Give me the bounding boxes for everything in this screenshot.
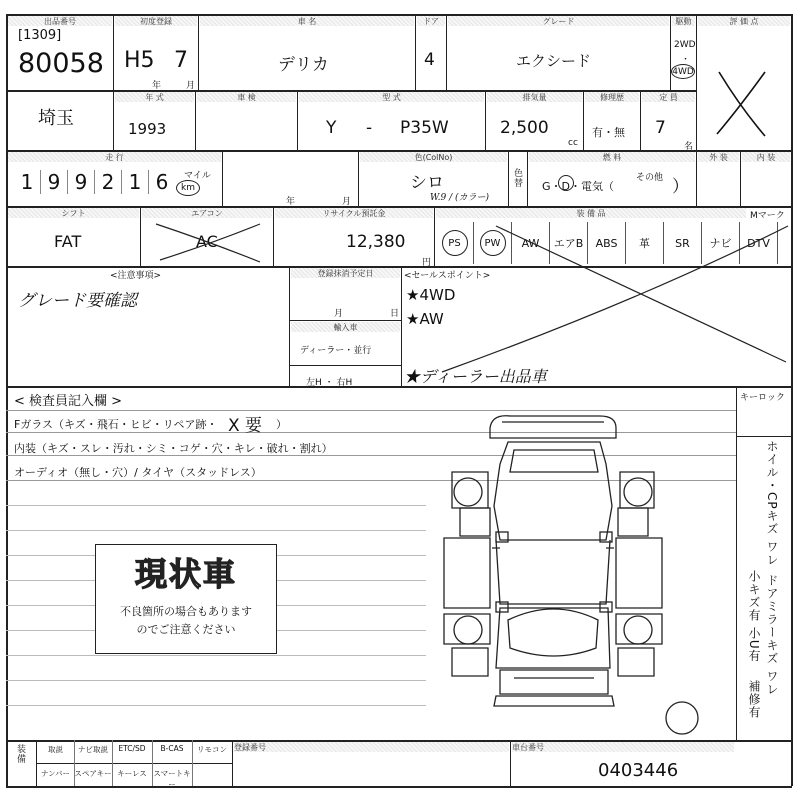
yen-unit: 円 — [422, 258, 432, 268]
drive-label: 駆動 — [672, 16, 695, 26]
mark-label: Mマーク — [750, 211, 785, 221]
sales-point-1: ★4WD — [406, 286, 456, 304]
equipment-item: エアB — [550, 222, 588, 264]
lot-bracket: [1309] — [18, 28, 62, 43]
model-code: P35W — [400, 118, 449, 138]
equipment-item: PW — [474, 222, 512, 264]
steering-side: 左H ・ 右H — [306, 378, 353, 388]
recycle-label: リサイクル預託金 — [275, 208, 433, 218]
grade-label: グレード — [448, 16, 669, 26]
equip-label: 装 備 品 — [436, 208, 746, 218]
car-number-label: 車台番号 — [512, 742, 734, 752]
dealer-parallel: ディーラー・並行 — [300, 346, 372, 356]
footer-reg-label: 登録番号 — [234, 742, 509, 752]
fuel-label: 燃 料 — [529, 152, 695, 162]
color-code: W.9 / (カラー) — [430, 193, 490, 203]
import-label: 輸入車 — [291, 322, 400, 332]
capacity-unit: 名 — [684, 142, 694, 152]
mileage-label: 走 行 — [8, 152, 221, 162]
model-year: 1993 — [128, 120, 167, 138]
score-x-mark — [715, 68, 769, 140]
inspect-label: 車 検 — [197, 92, 296, 102]
lot-number: 80058 — [18, 48, 104, 79]
ac-label: エアコン — [142, 208, 272, 218]
car-name-label: 車 名 — [200, 16, 414, 26]
capacity: 7 — [655, 118, 666, 138]
footer-equip-item: 取説 — [48, 745, 63, 754]
stamp-line-1: 不良箇所の場合もあります — [120, 605, 252, 618]
reg-day: 日 — [390, 309, 400, 319]
doors: 4 — [424, 50, 435, 70]
year-label: 年 式 — [115, 92, 194, 102]
mile-label: マイル — [184, 171, 211, 181]
car-name: デリカ — [278, 55, 329, 75]
model-dash: - — [366, 118, 373, 138]
glass-note: Fガラス（キズ・飛石・ヒビ・リペア跡・ — [14, 418, 218, 431]
repair-history: 有・無 — [592, 126, 625, 139]
footer-equip-item: ETC/SD — [118, 744, 146, 753]
mileage-digit: 9 — [41, 170, 68, 194]
color-label: 色(ColNo) — [360, 152, 507, 162]
color: シロ — [410, 173, 444, 193]
mileage-digit: 9 — [68, 170, 95, 194]
stamp-title: 現状車 — [134, 555, 237, 593]
equipment-item: 革 — [626, 222, 664, 264]
reg-month: 月 — [334, 309, 344, 319]
interior-label: 内 装 — [742, 152, 790, 162]
equipment-cross-line — [436, 222, 790, 386]
fuel-d-circle — [558, 175, 574, 191]
interior-note: 内装（キズ・スレ・汚れ・シミ・コゲ・穴・キレ・破れ・割れ） — [14, 442, 333, 455]
year-unit: 年 — [286, 197, 296, 207]
doors-label: ドア — [417, 16, 445, 26]
sales-point-2: ★AW — [406, 310, 444, 328]
mileage-digit: 6 — [155, 170, 169, 194]
caution-text: グレード要確認 — [18, 291, 137, 311]
equipment-item: SR — [664, 222, 702, 264]
note-minor-scratch: 小キズ有 小U有 — [747, 570, 761, 663]
repair-label: 修理歴 — [585, 92, 639, 102]
fuel-other: その他 — [636, 173, 664, 183]
stamp-line-2: のでご注意ください — [136, 623, 236, 636]
car-number: 0403446 — [598, 760, 679, 781]
model-prefix: Y — [326, 118, 337, 138]
equipment-item: ABS — [588, 222, 626, 264]
equipment-item: AW — [512, 222, 550, 264]
footer-items-top — [37, 744, 232, 755]
ac-cross-out — [150, 220, 265, 264]
capacity-label: 定 員 — [642, 92, 695, 102]
footer-equip-item: スマートキー — [153, 769, 191, 789]
mileage-digit: 1 — [122, 170, 149, 194]
fuel-text: G・D・電気（ — [542, 180, 614, 193]
note-wheel: ホイル・CPキズ ワレ — [765, 440, 779, 567]
ac: AC — [196, 232, 218, 251]
equipment-item: DTV — [740, 222, 778, 264]
mileage-digits — [14, 170, 175, 194]
displacement: 2,500 — [500, 118, 549, 138]
exterior-label: 外 装 — [698, 152, 739, 162]
footer-equip-item: ナビ取説 — [78, 745, 108, 754]
glass-close: ） — [276, 418, 287, 431]
reg-delete-label: 登録抹消予定日 — [291, 268, 400, 278]
first-reg-era: H5 — [124, 48, 155, 73]
displacement-label: 排気量 — [487, 92, 582, 102]
shift-label: シフト — [8, 208, 139, 218]
mileage-digit: 2 — [95, 170, 122, 194]
month-unit: 月 — [342, 197, 352, 207]
equipment-item: ナビ — [702, 222, 740, 264]
caution-label: <注意事項> — [110, 271, 162, 281]
footer-equip-item: キーレス — [117, 769, 147, 778]
mileage-digit: 1 — [14, 170, 41, 194]
year-mark: 年 — [152, 81, 162, 91]
glass-mark: X 要 — [228, 416, 263, 436]
dealer-note: ★ディーラー出品車 — [404, 367, 547, 386]
note-mirror: ドアミラーキズ ワレ — [765, 574, 779, 696]
as-is-stamp — [95, 544, 277, 654]
shift: FAT — [54, 232, 82, 251]
drive-2wd: 2WD — [674, 40, 696, 50]
first-reg-month: 7 — [174, 48, 188, 73]
footer-items-bottom — [37, 768, 192, 790]
fuel-close: ） — [672, 177, 689, 197]
region: 埼玉 — [38, 108, 74, 129]
sales-label: <セールスポイント> — [404, 271, 491, 281]
grade: エクシード — [516, 52, 592, 70]
month-mark: 月 — [186, 81, 196, 91]
key-lock-label: キーロック — [740, 393, 785, 403]
footer-equip-item: スペアキー — [74, 769, 112, 778]
footer-equip-item: B-CAS — [160, 744, 184, 753]
equipment-item: PS — [436, 222, 474, 264]
model-label: 型 式 — [299, 92, 484, 102]
audio-tire-note: オーディオ（無し・穴）/ タイヤ（スタッドレス） — [14, 466, 262, 479]
drive-4wd-circled: 4WD — [671, 64, 695, 79]
car-body-diagram — [430, 408, 710, 738]
score-label: 評 価 点 — [698, 16, 790, 26]
color-change-label: 色替 — [512, 168, 522, 188]
footer-equip-item: リモコン — [197, 745, 227, 754]
footer-equip-item: ナンバー — [40, 769, 71, 778]
km-circled: km — [176, 180, 200, 196]
recycle-fee: 12,380 — [346, 232, 406, 252]
first-reg-label: 初度登録 — [115, 16, 197, 26]
cc-unit: cc — [568, 138, 578, 148]
footer-equip-label: 装備 — [15, 744, 25, 764]
inspector-title: < 検査員記入欄 > — [14, 394, 123, 409]
note-repaired: 補修有 — [747, 680, 761, 719]
lot-label: 出品番号 — [8, 16, 112, 26]
